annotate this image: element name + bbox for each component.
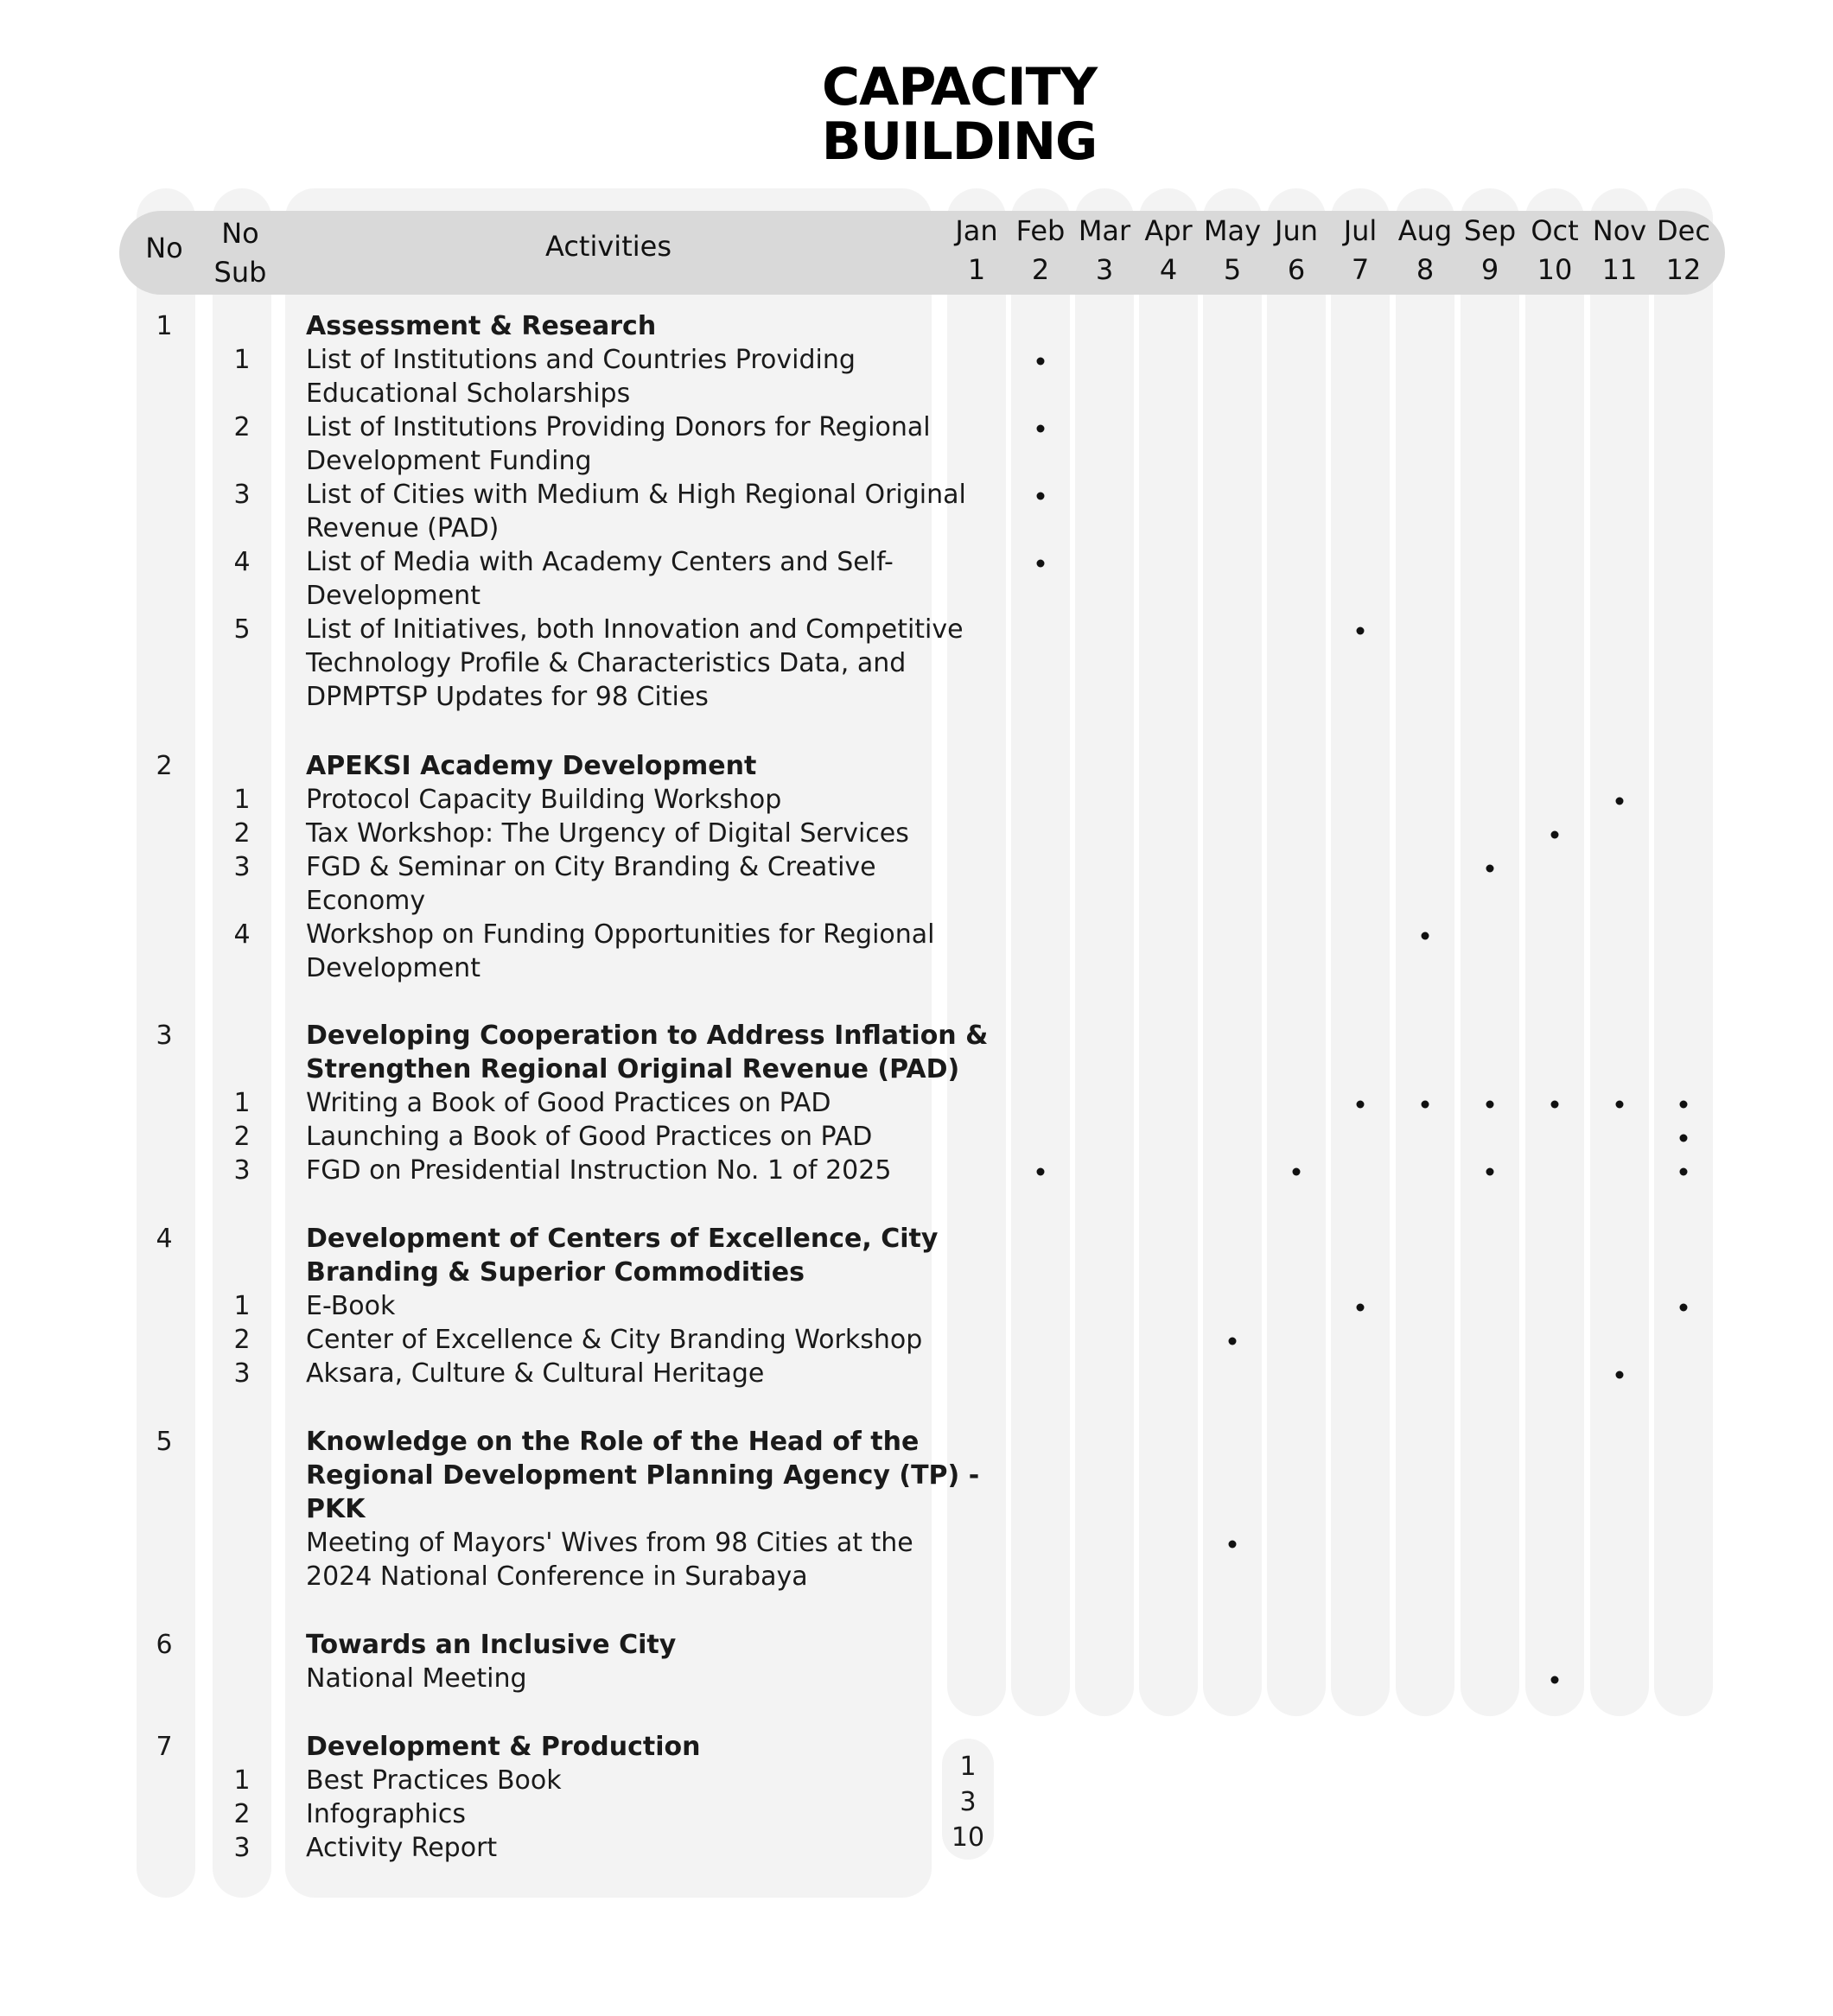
schedule-dot-month-10 (1551, 1676, 1559, 1684)
header-month-4: Apr 4 (1144, 214, 1193, 286)
header-month-8: Aug 8 (1397, 214, 1453, 286)
schedule-dot-month-2 (1037, 358, 1045, 366)
row-sub-no: 4 (233, 919, 251, 950)
activity-item: Activity Report (306, 1833, 498, 1863)
row-sub-no: 1 (233, 785, 251, 815)
month-column-pill-10 (1525, 188, 1584, 1716)
header-month-9: Sep 9 (1463, 214, 1517, 286)
schedule-dot-month-10 (1551, 831, 1559, 839)
activity-group-title: Development & Production (306, 1732, 701, 1762)
activity-group-title: Branding & Superior Commodities (306, 1257, 805, 1288)
activity-group-title: APEKSI Academy Development (306, 751, 757, 781)
count-activity-report: 10 (951, 1822, 985, 1853)
row-sub-no: 2 (233, 818, 251, 849)
row-sub-no: 2 (233, 1799, 251, 1829)
title-line-2: BUILDING (821, 111, 1098, 172)
header-month-1: Jan 1 (955, 214, 998, 286)
schedule-dot-month-9 (1486, 1101, 1494, 1109)
schedule-dot-month-5 (1229, 1541, 1237, 1549)
schedule-dot-month-12 (1680, 1101, 1688, 1109)
activity-item: Best Practices Book (306, 1765, 562, 1796)
schedule-dot-month-6 (1293, 1168, 1301, 1176)
schedule-dot-month-2 (1037, 425, 1045, 433)
activity-item: Technology Profile & Characteristics Data, and (306, 648, 907, 678)
schedule-dot-month-5 (1229, 1338, 1237, 1345)
row-no: 5 (156, 1427, 173, 1457)
row-no: 4 (156, 1224, 173, 1254)
row-sub-no: 1 (233, 1765, 251, 1796)
count-best-practices-book: 1 (959, 1752, 977, 1782)
row-no: 1 (156, 311, 173, 341)
activity-item: E-Book (306, 1291, 396, 1321)
activity-item: List of Cities with Medium & High Regional Original (306, 480, 966, 510)
schedule-dot-month-9 (1486, 865, 1494, 873)
month-column-pill-3 (1075, 188, 1134, 1716)
schedule-dot-month-9 (1486, 1168, 1494, 1176)
header-month-6: Jun 6 (1275, 214, 1318, 286)
row-sub-no: 3 (233, 1155, 251, 1186)
activity-group-title: Regional Development Planning Agency (TP) - (306, 1460, 980, 1491)
count-infographics: 3 (959, 1787, 977, 1817)
month-column-pill-11 (1590, 188, 1649, 1716)
activity-group-title: PKK (306, 1494, 366, 1524)
activity-group-title: Assessment & Research (306, 311, 657, 341)
row-no: 7 (156, 1732, 173, 1762)
header-month-2: Feb 2 (1015, 214, 1066, 286)
activity-item: Launching a Book of Good Practices on PAD (306, 1122, 873, 1152)
activity-group-title: Strengthen Regional Original Revenue (PAD) (306, 1054, 960, 1084)
schedule-dot-month-12 (1680, 1135, 1688, 1142)
month-column-pill-6 (1267, 188, 1326, 1716)
month-column-pill-12 (1654, 188, 1713, 1716)
row-sub-no: 1 (233, 345, 251, 375)
row-sub-no: 5 (233, 614, 251, 645)
header-month-11: Nov 11 (1592, 214, 1647, 286)
activity-item: Protocol Capacity Building Workshop (306, 785, 782, 815)
month-column-pill-8 (1396, 188, 1454, 1716)
header-activities: Activities (545, 230, 671, 263)
activity-item: Educational Scholarships (306, 378, 631, 409)
activity-item: List of Initiatives, both Innovation and Competitive (306, 614, 964, 645)
production-counts (951, 1749, 992, 1855)
activity-item: FGD & Seminar on City Branding & Creative (306, 852, 876, 882)
activity-item: Tax Workshop: The Urgency of Digital Services (306, 818, 909, 849)
row-sub-no: 3 (233, 480, 251, 510)
activity-item: List of Media with Academy Centers and Self- (306, 547, 894, 577)
title-line-1: CAPACITY (821, 57, 1098, 118)
row-no: 2 (156, 751, 173, 781)
header-no: No (145, 232, 183, 264)
activity-item: Revenue (PAD) (306, 513, 500, 544)
row-sub-no: 4 (233, 547, 251, 577)
schedule-dot-month-2 (1037, 493, 1045, 500)
schedule-dot-month-2 (1037, 1168, 1045, 1176)
activity-item: DPMPTSP Updates for 98 Cities (306, 682, 709, 712)
row-sub-no: 1 (233, 1088, 251, 1118)
row-sub-no: 3 (233, 1358, 251, 1389)
activity-group-title: Development of Centers of Excellence, City (306, 1224, 939, 1254)
month-column-pill-9 (1461, 188, 1519, 1716)
month-column-pill-7 (1331, 188, 1390, 1716)
header-month-12: Dec 12 (1657, 214, 1710, 286)
activity-item: 2024 National Conference in Surabaya (306, 1561, 808, 1592)
activity-item: List of Institutions and Countries Providing (306, 345, 856, 375)
row-no: 6 (156, 1630, 173, 1660)
header-month-3: Mar 3 (1078, 214, 1131, 286)
activity-item: Meeting of Mayors' Wives from 98 Cities at the (306, 1528, 913, 1558)
activity-item: Development Funding (306, 446, 592, 476)
schedule-dot-month-7 (1357, 627, 1365, 635)
activity-item: Writing a Book of Good Practices on PAD (306, 1088, 831, 1118)
schedule-dot-month-12 (1680, 1304, 1688, 1312)
row-sub-no: 2 (233, 412, 251, 442)
activity-item: Workshop on Funding Opportunities for Regional (306, 919, 935, 950)
month-column-pill-5 (1203, 188, 1262, 1716)
header-month-7: Jul 7 (1343, 214, 1378, 286)
schedule-dot-month-2 (1037, 560, 1045, 568)
schedule-dot-month-7 (1357, 1101, 1365, 1109)
activity-item: National Meeting (306, 1663, 527, 1694)
activity-item: Aksara, Culture & Cultural Heritage (306, 1358, 765, 1389)
schedule-dot-month-11 (1616, 1101, 1624, 1109)
no-sub-column-pill (213, 188, 271, 1898)
schedule-dot-month-11 (1616, 798, 1624, 805)
row-sub-no: 2 (233, 1122, 251, 1152)
schedule-dot-month-8 (1422, 1101, 1429, 1109)
activity-group-title: Developing Cooperation to Address Inflation & (306, 1021, 989, 1051)
row-sub-no: 2 (233, 1325, 251, 1355)
row-sub-no: 3 (233, 852, 251, 882)
row-sub-no: 1 (233, 1291, 251, 1321)
schedule-dot-month-7 (1357, 1304, 1365, 1312)
activity-item: Economy (306, 886, 426, 916)
activity-item: FGD on Presidential Instruction No. 1 of 2025 (306, 1155, 892, 1186)
schedule-dot-month-8 (1422, 932, 1429, 940)
activity-item: List of Institutions Providing Donors for Regional (306, 412, 931, 442)
header-month-5: May 5 (1203, 214, 1262, 286)
month-column-pill-4 (1139, 188, 1198, 1716)
header-no-sub: No Sub (213, 217, 267, 289)
month-column-pill-2 (1011, 188, 1070, 1716)
page-title (0, 57, 1833, 172)
activity-group-title: Knowledge on the Role of the Head of the (306, 1427, 920, 1457)
schedule-dot-month-10 (1551, 1101, 1559, 1109)
row-no: 3 (156, 1021, 173, 1051)
header-month-10: Oct 10 (1531, 214, 1579, 286)
schedule-dot-month-12 (1680, 1168, 1688, 1176)
activity-item: Center of Excellence & City Branding Workshop (306, 1325, 923, 1355)
activity-item: Development (306, 581, 481, 611)
activity-group-title: Towards an Inclusive City (306, 1630, 677, 1660)
activity-item: Infographics (306, 1799, 467, 1829)
schedule-dot-month-11 (1616, 1371, 1624, 1379)
activity-item: Development (306, 953, 481, 983)
row-sub-no: 3 (233, 1833, 251, 1863)
